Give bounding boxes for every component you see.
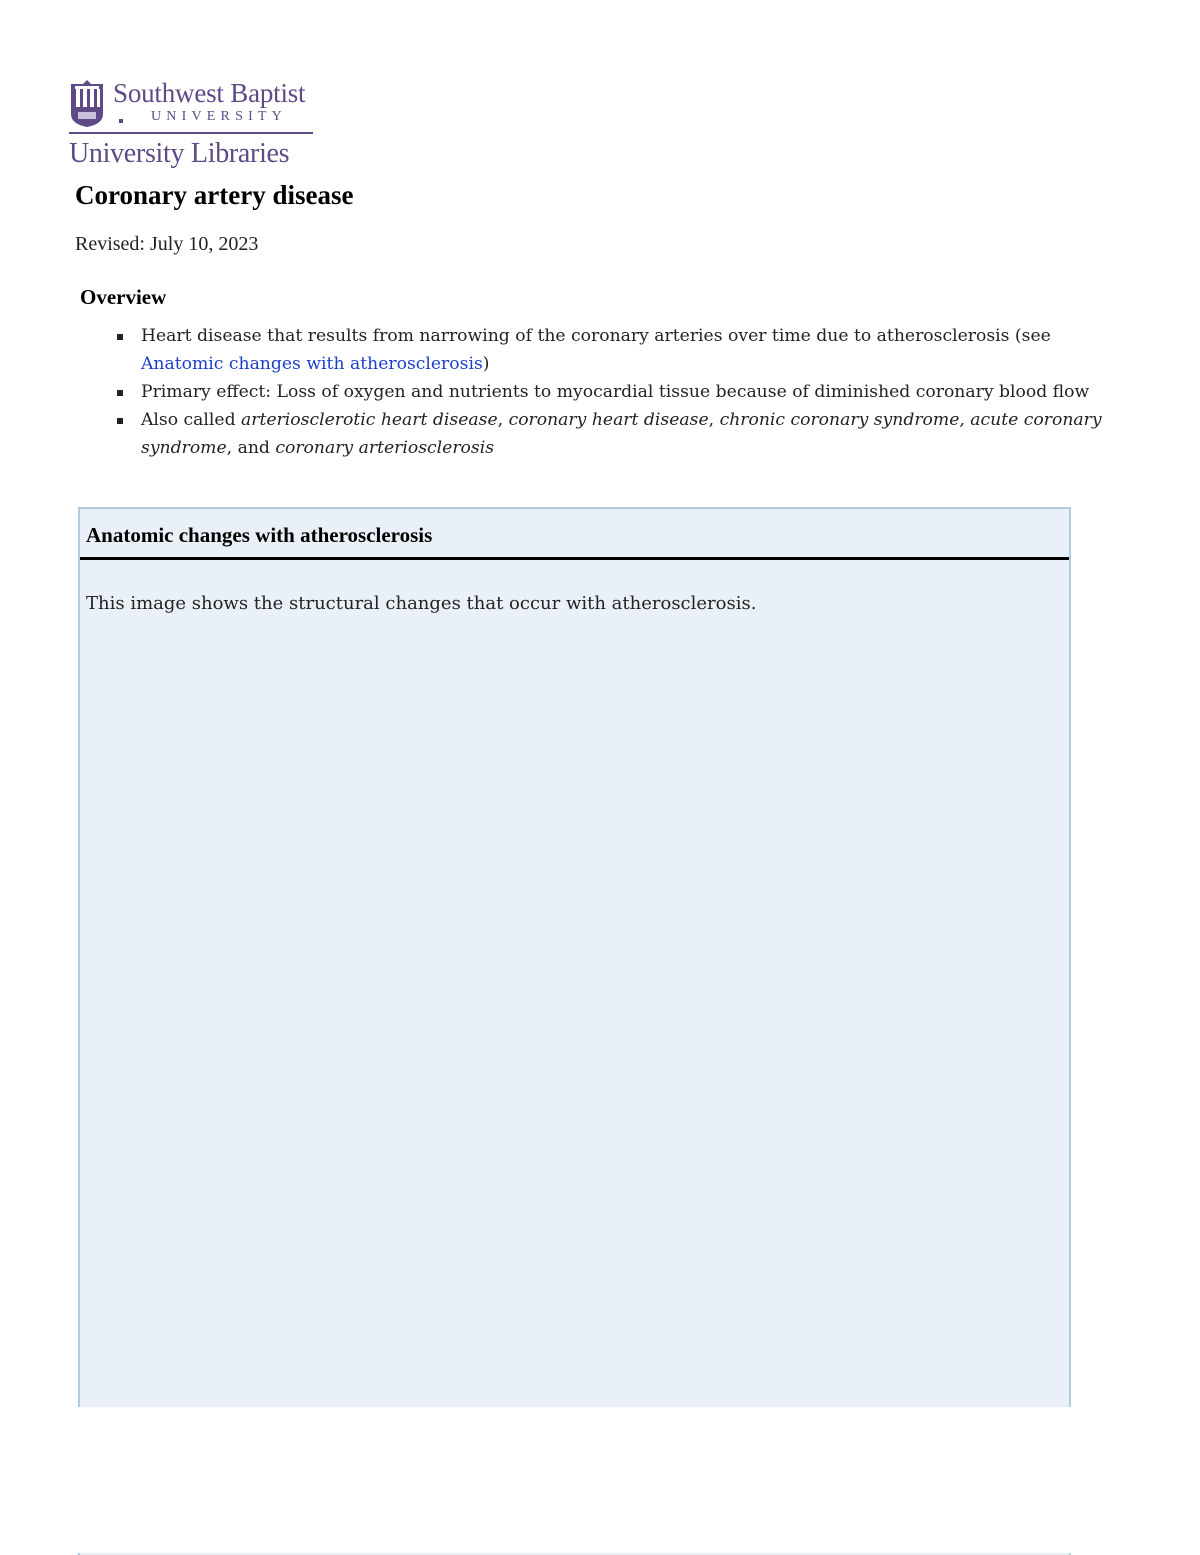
revised-date: Revised: July 10, 2023	[75, 233, 259, 255]
overview-heading: Overview	[80, 285, 167, 309]
anatomic-changes-link[interactable]: Anatomic changes with atherosclerosis	[141, 354, 483, 374]
synonym-term: coronary arteriosclerosis	[275, 438, 495, 458]
list-item	[117, 378, 1117, 406]
page-title: Coronary artery disease	[75, 180, 354, 210]
bullet-text: )	[482, 354, 490, 374]
synonym-term: chronic coronary syndrome, acute coronary syndrome	[141, 410, 1102, 458]
logo-university-name: Southwest Baptist	[113, 78, 306, 108]
panel-title: Anatomic changes with atherosclerosis	[86, 523, 433, 547]
bullet-text: ,	[497, 410, 509, 430]
panel-divider	[80, 557, 1069, 560]
logo-dot	[119, 119, 123, 123]
list-item	[117, 406, 1117, 462]
synonym-term: coronary heart disease	[508, 410, 709, 430]
bullet-text: ,	[708, 410, 720, 430]
panel-description: This image shows the structural changes that occur with atherosclerosis.	[86, 593, 757, 614]
anatomic-changes-panel	[78, 507, 1071, 1555]
overview-list	[117, 322, 1117, 462]
synonym-term: arteriosclerotic heart disease	[241, 410, 498, 430]
logo-university-word: UNIVERSITY	[151, 109, 287, 124]
page-bottom-margin	[0, 1407, 1200, 1553]
bullet-text: Also called	[141, 410, 242, 430]
bullet-text: Heart disease that results from narrowing of the coronary arteries over time due to atherosclerosis (see	[141, 326, 1051, 346]
university-libraries-logo	[69, 78, 315, 174]
logo-divider	[69, 132, 313, 134]
bullet-text: , and	[226, 438, 276, 458]
bullet-text: Primary effect: Loss of oxygen and nutrients to myocardial tissue because of diminished coronary blood flow	[141, 382, 1090, 402]
list-item	[117, 322, 1117, 378]
university-shield-icon	[69, 80, 105, 128]
logo-libraries-name: University Libraries	[69, 138, 290, 169]
